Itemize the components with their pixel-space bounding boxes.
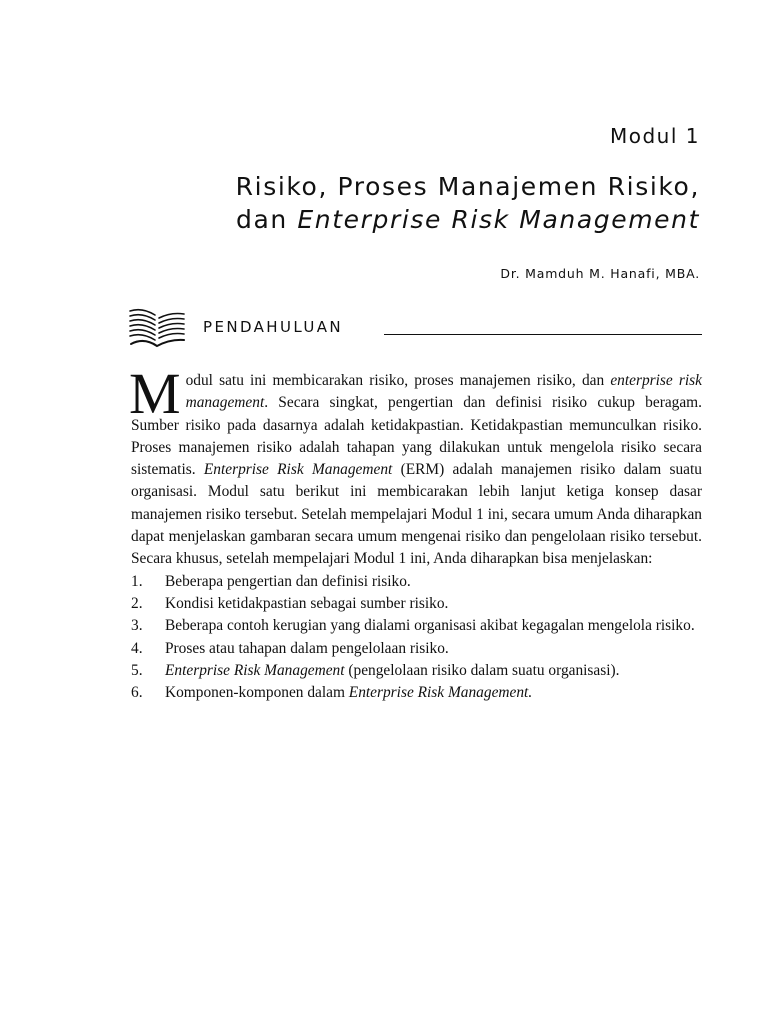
list-italic: Enterprise Risk Management (165, 661, 345, 679)
list-text: (pengelolaan risiko dalam suatu organisasi). (344, 661, 620, 679)
intro-paragraph (129, 361, 702, 571)
drop-cap: M (129, 361, 181, 426)
list-number: 3. (131, 617, 143, 635)
title-line-1: Risiko, Proses Manajemen Risiko, (235, 172, 700, 201)
list-item (131, 615, 702, 637)
list-text: Beberapa contoh kerugian yang dialami organisasi akibat kegagalan mengelola risiko. (165, 617, 695, 635)
list-text: Kondisi ketidakpastian sebagai sumber risiko. (165, 594, 449, 612)
list-item (131, 682, 702, 704)
list-item (131, 593, 702, 615)
title-line-2-prefix: dan (236, 205, 288, 234)
document-body (129, 361, 702, 704)
list-text: Komponen-komponen dalam (165, 684, 349, 702)
open-book-icon (128, 306, 186, 348)
section-heading: PENDAHULUAN (203, 318, 344, 336)
list-item (131, 660, 702, 682)
list-number: 4. (131, 639, 143, 657)
intro-italic-1: enterprise risk management (185, 372, 702, 412)
objectives-list (131, 571, 702, 705)
intro-text-3: (ERM) adalah manajemen risiko dalam suatu organisasi. Modul satu berikut ini membicarakan lebih lanjut ketiga konsep dasar manajemen risiko tersebut. Setelah mempelajari Modul 1 ini, secara umum Anda diharapkan dapat menjelaskan gambaran secara umum mengenai risiko dan pengelolaan risiko tersebut. Secara khusus, setelah mempelajari Modul 1 ini, Anda diharapkan bisa menjelaskan: (131, 461, 702, 568)
list-item (131, 571, 702, 593)
intro-text-1: odul satu ini membicarakan risiko, proses manajemen risiko, dan (185, 372, 605, 389)
list-italic: Enterprise Risk Management. (348, 684, 533, 702)
module-label: Modul 1 (609, 124, 700, 148)
author-name: Dr. Mamduh M. Hanafi, MBA. (500, 266, 700, 281)
list-number: 2. (131, 594, 143, 612)
intro-italic-2: Enterprise Risk Management (203, 461, 393, 479)
list-number: 6. (131, 684, 143, 702)
list-text: Beberapa pengertian dan definisi risiko. (165, 572, 411, 590)
title-line-2-italic: Enterprise Risk Management (297, 205, 700, 234)
intro-text-2: . Secara singkat, pengertian dan definisi risiko cukup beragam. Sumber risiko pada dasarnya adalah ketidakpastian. Ketidakpastian memunculkan risiko. Proses manajemen risiko adalah tahapan yang dilakukan untuk mengelola risiko secara sistematis. (131, 394, 702, 479)
page-title (236, 170, 700, 236)
list-number: 1. (131, 572, 143, 590)
title-line-2 (236, 203, 700, 236)
section-divider (384, 334, 702, 335)
list-item (131, 638, 702, 660)
list-number: 5. (131, 661, 143, 679)
list-text: Proses atau tahapan dalam pengelolaan risiko. (165, 639, 449, 657)
